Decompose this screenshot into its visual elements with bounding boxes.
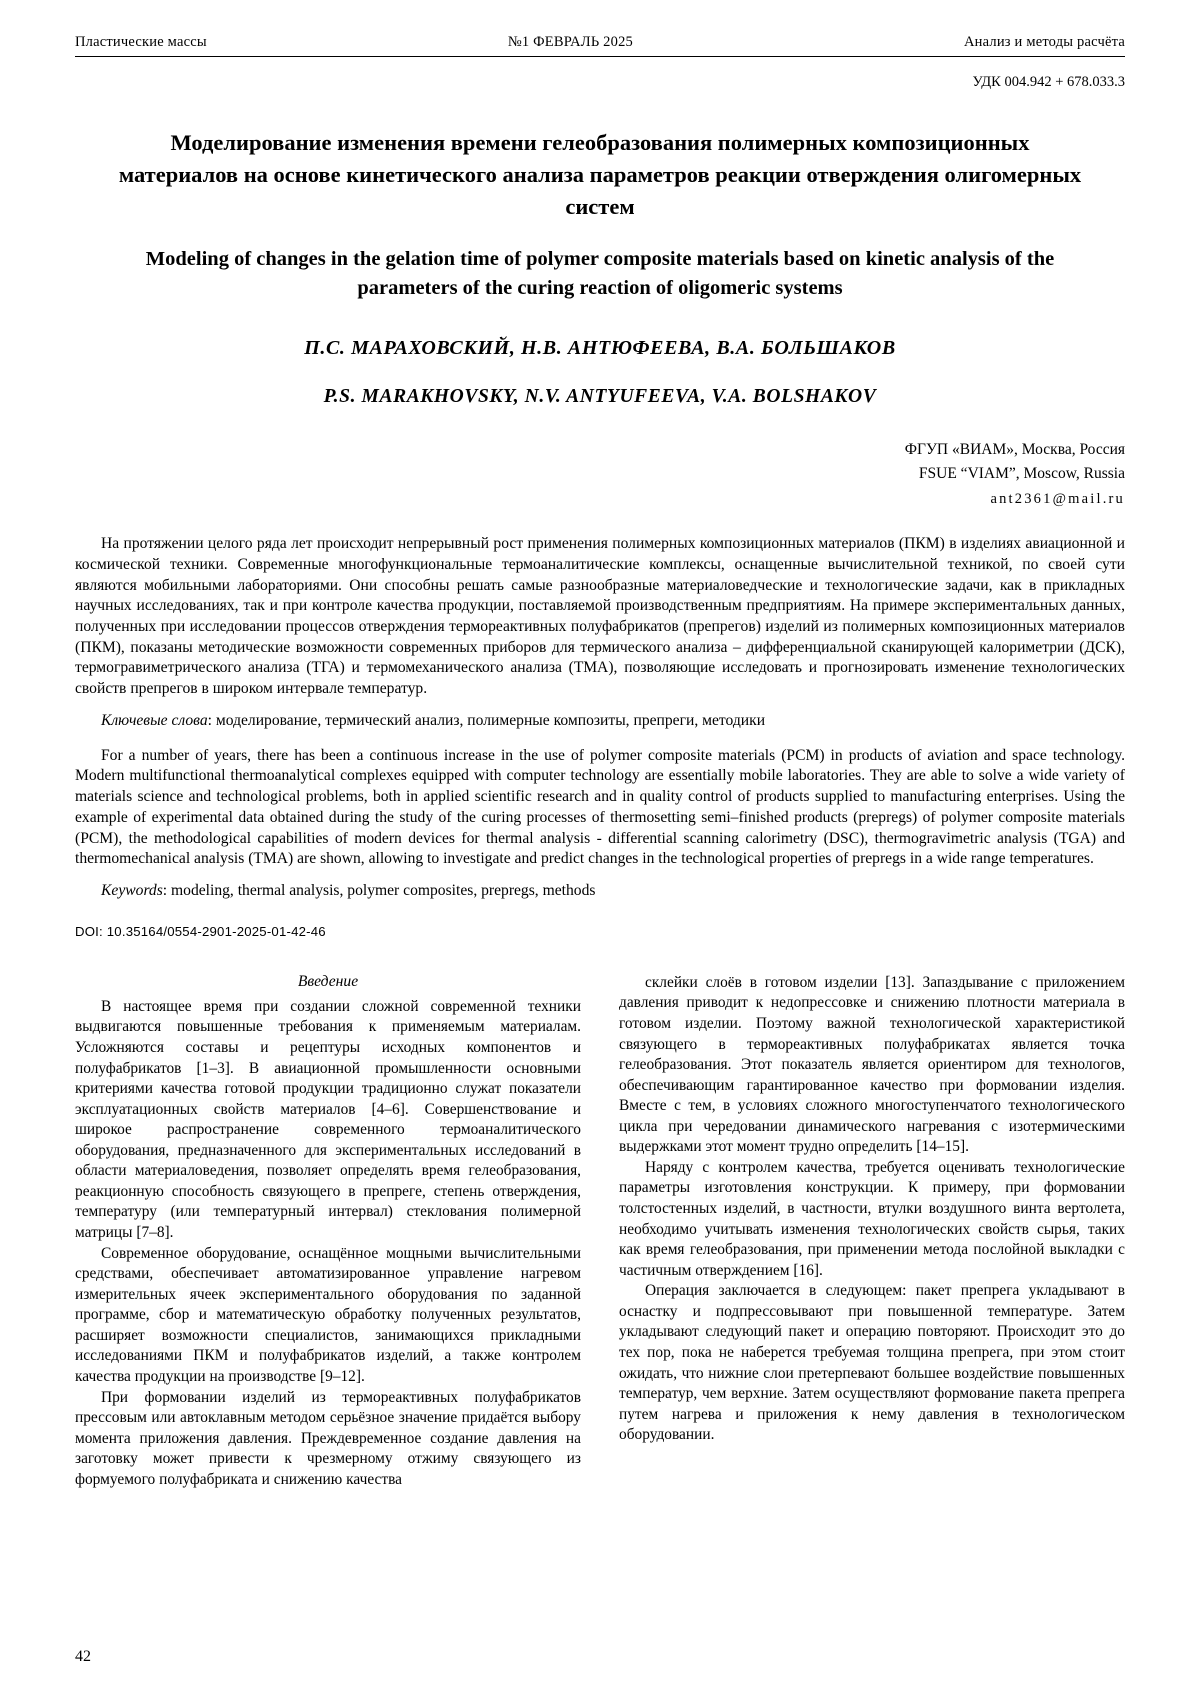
authors-english: P.S. MARAKHOVSKY, N.V. ANTYUFEEVA, V.A. BOLSHAKOV: [323, 386, 877, 408]
keywords-english-label: Keywords: [101, 882, 163, 900]
page-title: Моделирование изменения времени гелеобразования полимерных композиционных материалов на основе кинетического анализа параметров реакции отверждения олигомерных систем: [118, 130, 1082, 219]
paragraph: склейки слоёв в готовом изделии [13]. Запаздывание с приложением давления приводит к недопрессовке и снижению плотности материала в готовом изделии. Поэтому важной технологической характеристикой связующего в термореактивных полуфабрикатах является точка гелеобразования. Этот показатель является ориентиром для технологов, обеспечивающим гарантированное качество при формовании изделия. Вместе с тем, в условиях сложного многоступенчатого технологического цикла при чередовании динамического нагревания с изотермическими выдержками этот момент трудно определить [14–15].: [619, 973, 1125, 1156]
section-heading-introduction: Введение: [297, 972, 359, 990]
page-number: 42: [75, 1648, 91, 1665]
affiliation-english: FSUE “VIAM”, Moscow, Russia: [918, 465, 1125, 483]
keywords-russian-list: : моделирование, термический анализ, полимерные композиты, препреги, методики: [207, 711, 766, 729]
paragraph: Современное оборудование, оснащённое мощными вычислительными средствами, обеспечивает автоматизированное управление нагревом измерительных ячеек экспериментального оборудования по заданной программе, сбор и математическую обработку полученных результатов, расширяет возможности специалистов, занимающихся прикладными исследованиями ПКМ и полуфабрикатов изделий, а также контролем качества продукции на производстве [9–12].: [75, 1244, 581, 1385]
body-columns: [75, 973, 1125, 1491]
running-head-center: №1 ФЕВРАЛЬ 2025: [507, 34, 633, 50]
affiliation-block: [75, 438, 1125, 486]
header-divider: [75, 56, 1125, 57]
keywords-russian-label: Ключевые слова: [101, 711, 208, 729]
paragraph: Наряду с контролем качества, требуется оценивать технологические параметры изготовления конструкции. К примеру, при формовании толстостенных изделий, в частности, втулки воздушного винта вертолета, необходимо учитывать изменения технологических свойств сырья, таких как время гелеобразования, при применении метода послойной выкладки с частичным отверждением [16].: [619, 1158, 1125, 1279]
doi-line[interactable]: DOI: 10.35164/0554-2901-2025-01-42-46: [75, 923, 326, 939]
affiliation-russian: ФГУП «ВИАМ», Москва, Россия: [904, 441, 1125, 459]
page-title-english: Modeling of changes in the gelation time of polymer composite materials based on kinetic analysis of the parameters of the curing reaction of oligomeric systems: [145, 247, 1055, 299]
keywords-english-list: : modeling, thermal analysis, polymer composites, prepregs, methods: [162, 882, 596, 900]
abstract-english: For a number of years, there has been a continuous increase in the use of polymer composite materials (PCM) in products of aviation and space technology. Modern multifunctional thermoanalytical complexes equipped with computer technology are essentially mobile laboratories. They are able to solve a wide variety of materials science and technological problems, both in applied scientific research and in quality control of products supplied to manufacturing enterprises. Using the example of experimental data obtained during the study of the curing processes of thermosetting semi–finished products (prepregs) of polymer composite materials (PCM), the methodological capabilities of modern devices for thermal analysis - differential scanning calorimetry (DSC), thermogravimetric analysis (TGA) and thermomechanical analysis (TMA) are shown, allowing to investigate and predict changes in the technological properties of prepregs in a wide range temperatures.: [75, 746, 1125, 868]
paragraph: В настоящее время при создании сложной современной техники выдвигаются повышенные требования к применяемым материалам. Усложняются составы и рецептуры исходных компонентов и полуфабрикатов [1–3]. В авиационной промышленности основными критериями качества готовой продукции традиционно служат показатели эксплуатационных свойств материалов [4–6]. Совершенствование и широкое распространение современного термоаналитического оборудования, предназначенного для экспериментальных исследований в области материаловедения, позволяет определять время гелеобразования, реакционную способность связующего в препреге, степень отверждения, температуру (или температурный интервал) стеклования полимерной матрицы [7–8].: [75, 997, 581, 1241]
paragraph: При формовании изделий из термореактивных полуфабрикатов прессовым или автоклавным методом серьёзное значение придаётся выбору момента приложения давления. Преждевременное создание давления на заготовку может привести к чрезмерному отжиму связующего из формуемого полуфабриката и снижению качества: [75, 1388, 581, 1488]
udk-code: УДК 004.942 + 678.033.3: [972, 74, 1125, 90]
paragraph: Операция заключается в следующем: пакет препрега укладывают в оснастку и подпрессовывают при повышенной температуре. Затем укладывают следующий пакет и операцию повторяют. Происходит это до тех пор, пока не наберется требуемая толщина препрега, при этом стоит ожидать, что нижние слои претерпевают большее воздействие повышенных температур, чем верхние. Затем осуществляют формование пакета препрега путем нагрева и приложения к нему давления в технологическом оборудовании.: [619, 1282, 1125, 1444]
page-content: [75, 34, 1125, 1490]
column-right: [619, 973, 1125, 1491]
column-left: [75, 973, 581, 1491]
authors-russian: П.С. МАРАХОВСКИЙ, Н.В. АНТЮФЕЕВА, В.А. БОЛЬШАКОВ: [304, 337, 896, 360]
running-head: [75, 34, 1125, 51]
abstract-russian: На протяжении целого ряда лет происходит непрерывный рост применения полимерных композиционных материалов (ПКМ) в изделиях авиационной и космической техники. Современные многофункциональные термоаналитические комплексы, оснащенные вычислительной техникой, по своей сути являются мобильными лабораториями. Они способны решать самые разнообразные материаловедческие и технологические задачи, как в прикладных научных исследованиях, так и при контроле качества продукции, поставляемой производственным предприятиям. На примере экспериментальных данных, полученных при исследовании процессов отверждения термореактивных полуфабрикатов (препрегов) изделий из полимерных композиционных материалов (ПКМ), показаны методические возможности современных приборов для термического анализа – дифференциальной сканирующей калориметрии (ДСК), термогравиметрического анализа (ТГА) и термомеханического анализа (ТМА), позволяющие исследовать и прогнозировать изменение технологических свойств препрегов в широком интервале температур.: [75, 535, 1125, 698]
contact-email[interactable]: ant2361@mail.ru: [990, 491, 1125, 508]
running-head-left: Пластические массы: [75, 34, 207, 50]
keywords-russian: [75, 711, 1125, 732]
keywords-english: [75, 881, 1125, 902]
running-head-right: Анализ и методы расчёта: [964, 34, 1125, 50]
